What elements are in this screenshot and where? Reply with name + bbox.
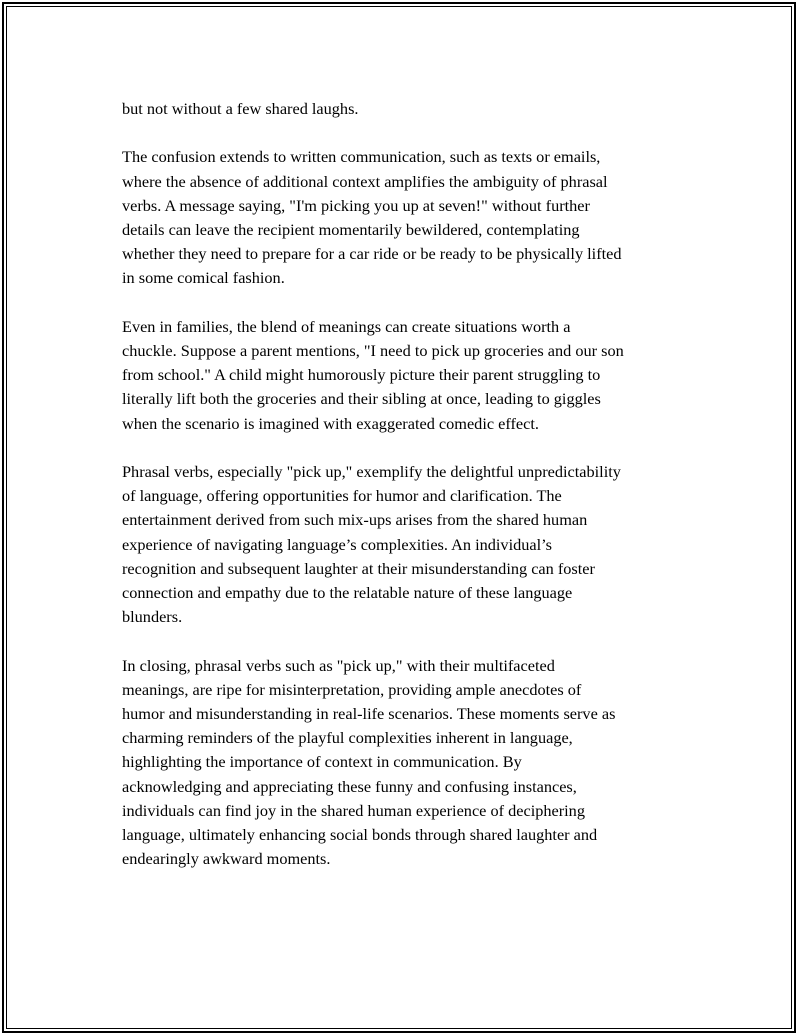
- page-border: [2, 2, 796, 1033]
- paragraph-1: but not without a few shared laughs.: [122, 99, 359, 118]
- paragraph-3: Even in families, the blend of meanings can create situations worth a chuckle. Suppose a parent mentions, "I need to pick up groceries and our son from school." A child might humorously picture their parent struggling to literally lift both the groceries and their sibling at once, leading to giggles when the scenario is imagined with exaggerated comedic effect.: [122, 316, 624, 433]
- paragraph-4: Phrasal verbs, especially "pick up," exemplify the delightful unpredictability of language, offering opportunities for humor and clarification. The entertainment derived from such mix-ups arises from the shared human experience of navigating language’s complexities. An individual’s recognition and subsequent laughter at their misunderstanding can foster connection and empathy due to the relatable nature of these language blunders.: [122, 462, 621, 627]
- document-body: [122, 97, 696, 896]
- paragraph-5: In closing, phrasal verbs such as "pick up," with their multifaceted meanings, are ripe for misinterpretation, providing ample anecdotes of humor and misunderstanding in real-life scenarios. These moments serve as charming reminders of the playful complexities inherent in language, highlighting the importance of context in communication. By acknowledging and appreciating these funny and confusing instances, individuals can find joy in the shared human experience of deciphering language, ultimately enhancing social bonds through shared laughter and endearingly awkward moments.: [122, 655, 616, 869]
- paragraph-2: The confusion extends to written communication, such as texts or emails, where the absence of additional context amplifies the ambiguity of phrasal verbs. A message saying, "I'm picking you up at seven!" without further details can leave the recipient momentarily bewildered, contemplating whether they need to prepare for a car ride or be ready to be physically lifted in some comical fashion.: [122, 147, 622, 288]
